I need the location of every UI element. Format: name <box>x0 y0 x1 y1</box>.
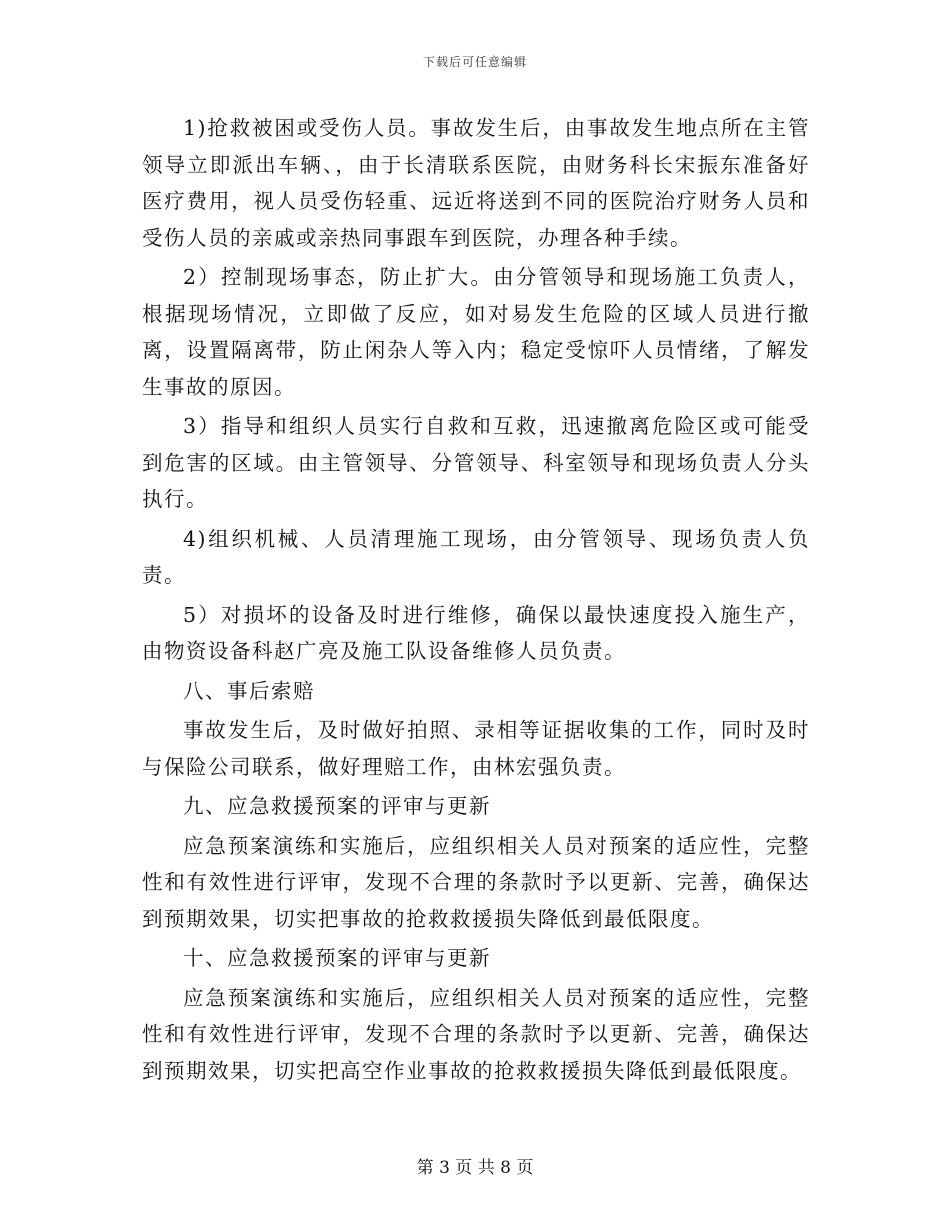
paragraph-claims: 事故发生后，及时做好拍照、录相等证据收集的工作，同时及时与保险公司联系，做好理赔工作，由林宏强负责。 <box>142 718 810 779</box>
paragraph-review-9: 应急预案演练和实施后，应组织相关人员对预案的适应性，完整性和有效性进行评审，发现不合理的条款时予以更新、完善，确保达到预期效果，切实把事故的抢救救援损失降低到最低限度。 <box>142 833 810 931</box>
paragraph-clean-site: 4)组织机械、人员清理施工现场，由分管领导、现场负责人负责。 <box>142 526 810 587</box>
paragraph-rescue-injured: 1)抢救被困或受伤人员。事故发生后，由事故发生地点所在主管领导立即派出车辆、，由于长清联系医院，由财务科长宋振东准备好医疗费用，视人员受伤轻重、远近将送到不同的医院治疗财务人员和受伤人员的亲戚或亲热同事跟车到医院，办理各种手续。 <box>142 116 810 250</box>
paragraph-self-rescue: 3）指导和组织人员实行自救和互救，迅速撤离危险区或可能受到危害的区域。由主管领导、分管领导、科室领导和现场负责人分头执行。 <box>142 414 810 511</box>
section-heading-review-10: 十、应急救援预案的评审与更新 <box>183 946 491 970</box>
section-heading-review-9: 九、应急救援预案的评审与更新 <box>183 794 491 818</box>
paragraph-control-scene: 2）控制现场事态，防止扩大。由分管领导和现场施工负责人，根据现场情况，立即做了反应，如对易发生危险的区域人员进行撤离，设置隔离带，防止闲杂人等入内；稳定受惊吓人员情绪，了解发生事故的原因。 <box>142 265 810 399</box>
page-header: 下载后可任意编辑 <box>422 55 527 69</box>
paragraph-repair-equipment: 5）对损坏的设备及时进行维修，确保以最快速度投入施生产，由物资设备科赵广亮及施工队设备维修人员负责。 <box>142 602 810 663</box>
section-heading-claims: 八、事后索赔 <box>183 678 315 703</box>
page-number: 第 3 页 共 8 页 <box>416 1158 534 1178</box>
document-body <box>142 110 810 1092</box>
paragraph-review-10: 应急预案演练和实施后，应组织相关人员对预案的适应性，完整性和有效性进行评审，发现不合理的条款时予以更新、完善，确保达到预期效果，切实把高空作业事故的抢救救援损失降低到最低限度。 <box>142 985 810 1083</box>
